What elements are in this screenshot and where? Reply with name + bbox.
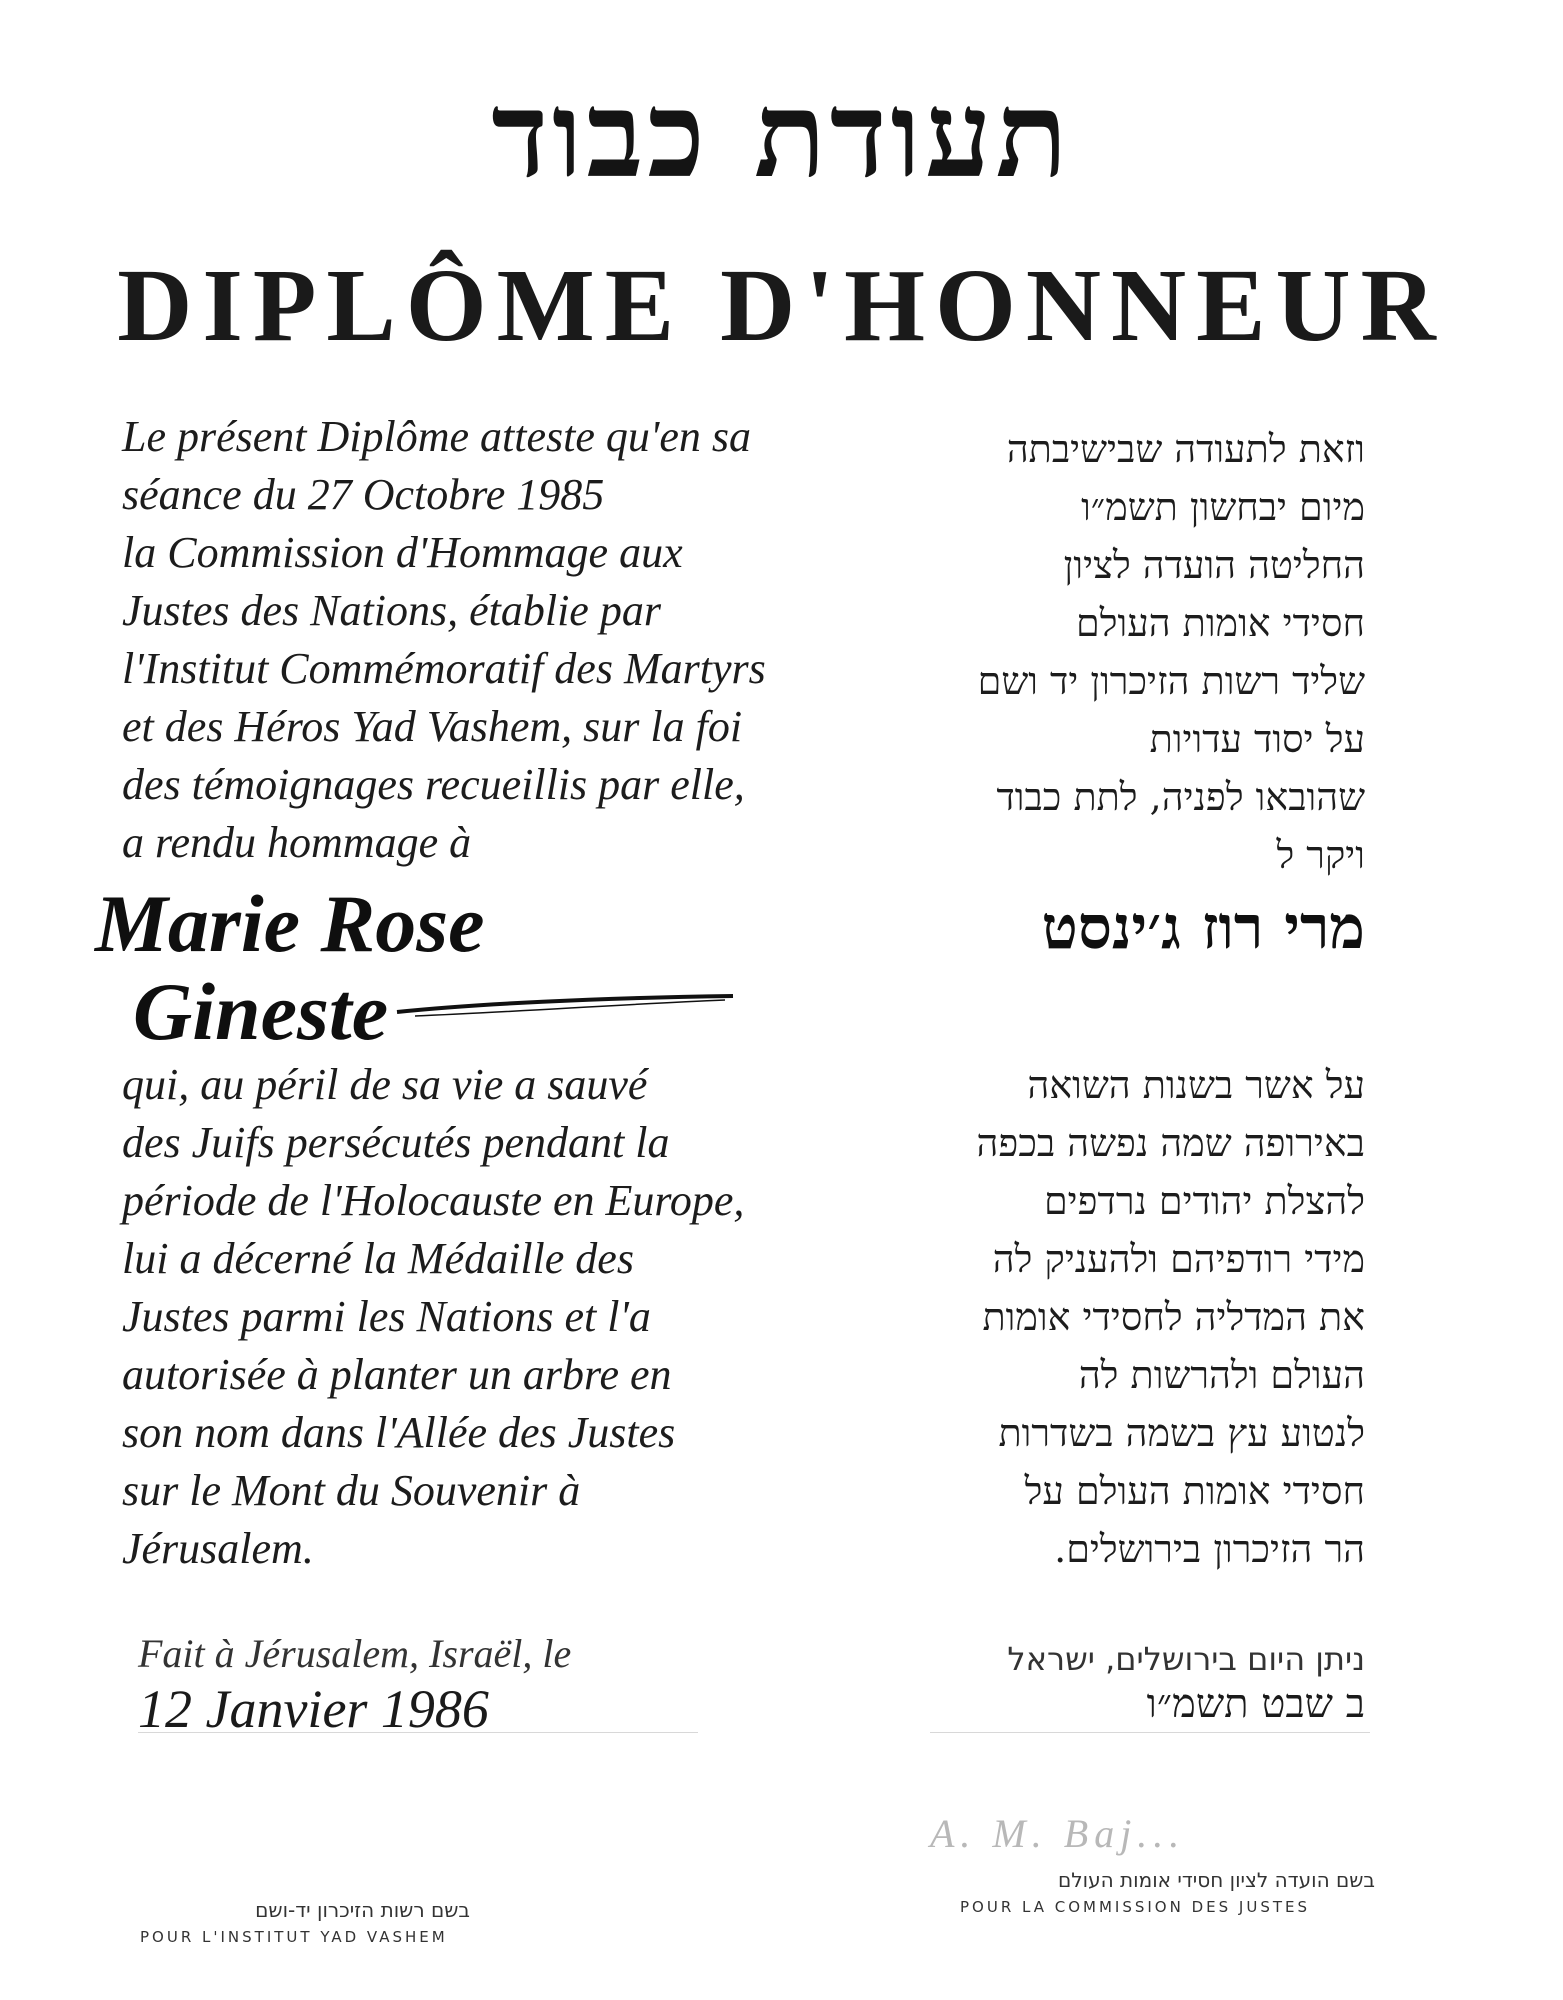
honoree-name-hebrew: מרי רוז ג׳ינסט (1041, 893, 1365, 963)
hebrew-body-line: חסידי אומות העולם על (1024, 1469, 1365, 1513)
hebrew-done-at: ניתן היום בירושלים, ישראל (1007, 1640, 1365, 1678)
french-date: 12 Janvier 1986 (138, 1679, 489, 1739)
french-title: DIPLÔME D'HONNEUR (117, 248, 1446, 363)
hebrew-body (900, 1056, 1365, 1578)
hebrew-body-line: הר הזיכרון בירושלים. (1054, 1527, 1365, 1571)
honoree-first-names: Marie Rose (95, 878, 485, 969)
hebrew-intro-line: חסידי אומות העולם (1076, 601, 1365, 645)
honoree-surname: Gineste (133, 966, 389, 1057)
hebrew-body-line: לנטוע עץ בשמה בשדרות (998, 1411, 1365, 1455)
hebrew-body-line: באירופה שמה נפשה בכפה (976, 1121, 1365, 1165)
hebrew-date: ב שבט תשמ״ו (1146, 1681, 1365, 1727)
right-caption-french: POUR LA COMMISSION DES JUSTES (960, 1898, 1311, 1916)
french-done-at: Fait à Jérusalem, Israël, le (138, 1631, 572, 1676)
french-body-line: lui a décerné la Médaille des (122, 1234, 634, 1283)
hebrew-intro-line: על יסוד עדויות (1149, 717, 1365, 761)
french-body-line: période de l'Holocauste en Europe, (122, 1176, 745, 1225)
hebrew-body-line: על אשר בשנות השואה (1027, 1063, 1365, 1107)
french-body-line: Justes parmi les Nations et l'a (122, 1292, 651, 1341)
hebrew-intro-line: מיום יבחשון תשמ״ו (1081, 485, 1365, 529)
hebrew-intro-line: שהובאו לפניה, לתת כבוד (996, 775, 1365, 819)
hebrew-body-line: מידי רודפיהם ולהעניק לה (992, 1237, 1365, 1281)
hebrew-intro-line: שליד רשות הזיכרון יד ושם (977, 659, 1365, 703)
hebrew-intro-line: ויקר ל (1276, 833, 1365, 877)
hebrew-date-rule (930, 1732, 1370, 1733)
french-intro-line: Le présent Diplôme atteste qu'en sa (122, 412, 751, 461)
left-caption-hebrew: בשם רשות הזיכרון יד-ושם (255, 1898, 470, 1922)
hebrew-intro (900, 420, 1365, 884)
french-intro-line: séance du 27 Octobre 1985 (122, 470, 605, 519)
french-intro-line: et des Héros Yad Vashem, sur la foi (122, 702, 743, 751)
hebrew-body-line: את המדליה לחסידי אומות (982, 1295, 1365, 1339)
french-body-line: des Juifs persécutés pendant la (122, 1118, 670, 1167)
french-date-rule (138, 1732, 698, 1733)
hebrew-body-line: להצלת יהודים נרדפים (1043, 1179, 1365, 1223)
french-intro-line: Justes des Nations, établie par (122, 586, 661, 635)
french-body-line: sur le Mont du Souvenir à (122, 1466, 581, 1515)
french-intro-line: a rendu hommage à (122, 818, 472, 867)
french-intro-line: l'Institut Commémoratif des Martyrs (122, 644, 766, 693)
hebrew-intro-line: החליטה הועדה לציון (1063, 543, 1365, 587)
french-intro-line: la Commission d'Hommage aux (122, 528, 683, 577)
french-body-line: Jérusalem. (122, 1524, 314, 1573)
hebrew-intro-line: וזאת לתעודה שבישיבתה (1006, 427, 1365, 471)
signature: A. M. Baj... (930, 1811, 1186, 1856)
name-flourish (395, 990, 735, 1030)
french-body (122, 1056, 857, 1578)
french-body-line: qui, au péril de sa vie a sauvé (122, 1060, 648, 1109)
hebrew-title: תעודת כבוד (491, 65, 1072, 204)
right-caption-hebrew: בשם הועדה לציון חסידי אומות העולם (1058, 1868, 1375, 1892)
french-intro (122, 408, 857, 872)
french-body-line: son nom dans l'Allée des Justes (122, 1408, 676, 1457)
french-intro-line: des témoignages recueillis par elle, (122, 760, 745, 809)
left-caption-french: POUR L'INSTITUT YAD VASHEM (140, 1928, 448, 1946)
hebrew-body-line: העולם ולהרשות לה (1078, 1353, 1365, 1397)
french-body-line: autorisée à planter un arbre en (122, 1350, 672, 1399)
